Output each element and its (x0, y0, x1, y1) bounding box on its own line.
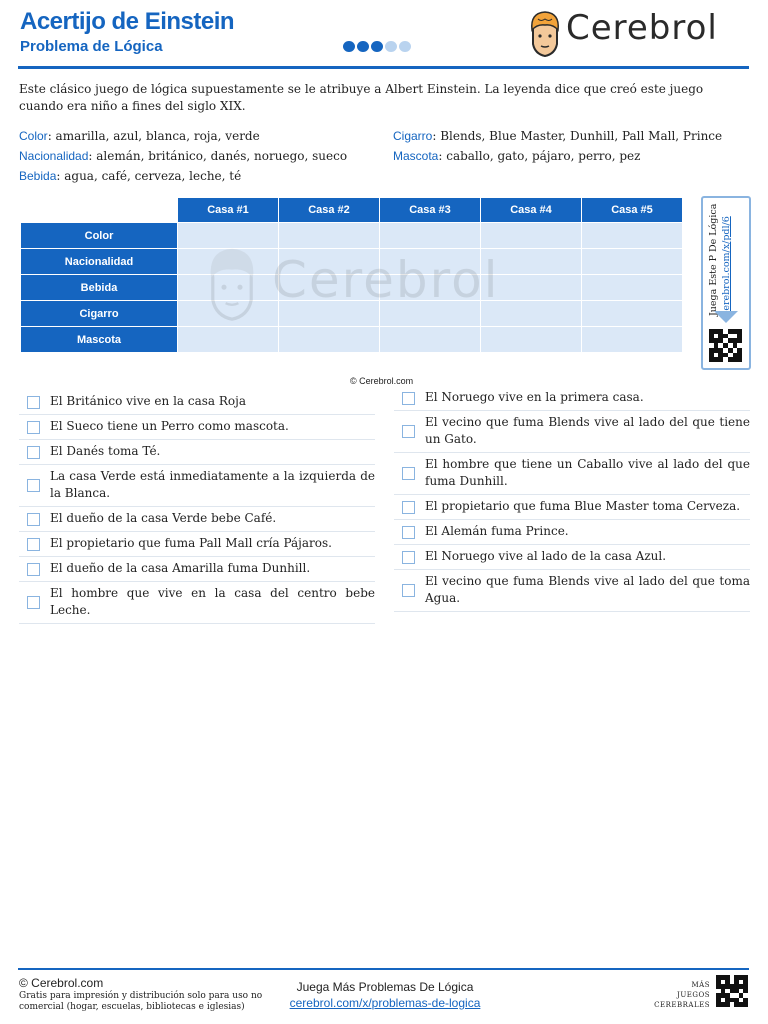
grid-cell[interactable] (380, 275, 480, 300)
attribute-column-left (19, 126, 389, 186)
footer-copyright: © Cerebrol.com (19, 976, 104, 990)
grid-cell[interactable] (582, 249, 682, 274)
footer-cta: Juega Más Problemas De Lógica (296, 980, 474, 994)
clue-checkbox[interactable] (27, 479, 40, 492)
grid-column-header: Casa #4 (481, 198, 581, 222)
clue-list-left (19, 390, 375, 624)
grid-cell[interactable] (481, 223, 581, 248)
attribute-column-right (393, 126, 753, 166)
grid-row-header: Mascota (21, 327, 177, 352)
clue-text: El propietario que fuma Pall Mall cría Pájaros. (50, 536, 332, 550)
clue-checkbox[interactable] (27, 596, 40, 609)
clue-item (394, 495, 750, 520)
grid-cell[interactable] (380, 301, 480, 326)
clue-text: El vecino que fuma Blends vive al lado del que toma Agua. (425, 574, 750, 605)
footer-qr-code-icon[interactable] (716, 975, 748, 1007)
difficulty-rating (343, 41, 411, 52)
grid-column-header: Casa #1 (178, 198, 278, 222)
clue-checkbox[interactable] (27, 421, 40, 434)
play-online-label: Juega Este P De Lógica (708, 203, 719, 316)
clue-text: El propietario que fuma Blue Master toma Cerveza. (425, 499, 741, 513)
grid-row (21, 275, 682, 300)
clue-text: El Sueco tiene un Perro como mascota. (50, 419, 289, 433)
difficulty-brain-icon (385, 41, 397, 52)
grid-cell[interactable] (481, 249, 581, 274)
clue-checkbox[interactable] (402, 467, 415, 480)
grid-column-header: Casa #2 (279, 198, 379, 222)
clue-checkbox[interactable] (27, 513, 40, 526)
more-games-label: MÁS JUEGOS CEREBRALES (654, 981, 710, 1009)
grid-row (21, 249, 682, 274)
grid-header-row (21, 198, 682, 222)
grid-column-header: Casa #3 (380, 198, 480, 222)
attribute-pet: Mascota: caballo, gato, pájaro, perro, pez (393, 149, 641, 163)
header-divider (18, 66, 749, 69)
grid-cell[interactable] (380, 327, 480, 352)
clue-text: El Británico vive en la casa Roja (50, 394, 247, 408)
grid-cell[interactable] (582, 327, 682, 352)
clue-checkbox[interactable] (27, 446, 40, 459)
clue-item (19, 465, 375, 507)
attribute-color: Color: amarilla, azul, blanca, roja, verde (19, 129, 260, 143)
solution-grid (20, 197, 683, 353)
clue-list-right (394, 386, 750, 612)
clue-text: El dueño de la casa Amarilla fuma Dunhill. (50, 561, 311, 575)
footer-divider (18, 968, 749, 970)
clue-item (19, 390, 375, 415)
clue-text: El dueño de la casa Verde bebe Café. (50, 511, 277, 525)
grid-cell[interactable] (279, 223, 379, 248)
grid-cell[interactable] (178, 223, 278, 248)
clue-item (19, 415, 375, 440)
brand-name: Cerebrol (566, 8, 718, 48)
grid-cell[interactable] (582, 223, 682, 248)
attribute-nationality: Nacionalidad: alemán, británico, danés, noruego, sueco (19, 149, 348, 163)
clue-checkbox[interactable] (27, 563, 40, 576)
grid-row-header: Cigarro (21, 301, 177, 326)
copyright-small: © Cerebrol.com (350, 376, 414, 386)
clue-item (394, 545, 750, 570)
grid-corner (21, 198, 177, 222)
clue-item (394, 386, 750, 411)
grid-cell[interactable] (481, 327, 581, 352)
difficulty-brain-icon (371, 41, 383, 52)
clue-text: El Noruego vive en la primera casa. (425, 390, 644, 404)
page-title: Acertijo de Einstein (20, 8, 235, 35)
clue-checkbox[interactable] (402, 425, 415, 438)
clue-item (394, 453, 750, 495)
clue-checkbox[interactable] (402, 584, 415, 597)
grid-cell[interactable] (178, 327, 278, 352)
difficulty-brain-icon (357, 41, 369, 52)
clue-item (19, 507, 375, 532)
grid-cell[interactable] (380, 249, 480, 274)
clue-text: El hombre que vive en la casa del centro bebe Leche. (50, 586, 375, 617)
grid-cell[interactable] (279, 249, 379, 274)
grid-row-header: Nacionalidad (21, 249, 177, 274)
clue-text: La casa Verde está inmediatamente a la izquierda de la Blanca. (50, 469, 375, 500)
brain-head-logo-icon (525, 10, 565, 58)
clue-item (19, 557, 375, 582)
clue-item (394, 520, 750, 545)
qr-code-icon[interactable] (709, 329, 742, 362)
play-online-tab[interactable] (701, 196, 751, 370)
grid-cell[interactable] (178, 249, 278, 274)
clue-text: El Noruego vive al lado de la casa Azul. (425, 549, 667, 563)
grid-row-header: Bebida (21, 275, 177, 300)
grid-row (21, 327, 682, 352)
footer-license-note: Gratis para impresión y distribución solo para uso no comercial (hogar, escuelas, bibliotecas e iglesias) (19, 991, 263, 1012)
grid-cell[interactable] (178, 275, 278, 300)
page-header (0, 0, 768, 70)
difficulty-brain-icon (399, 41, 411, 52)
grid-column-header: Casa #5 (582, 198, 682, 222)
page-subtitle: Problema de Lógica (20, 38, 163, 55)
clue-item (19, 440, 375, 465)
grid-cell[interactable] (582, 275, 682, 300)
clue-item (19, 582, 375, 624)
intro-paragraph: Este clásico juego de lógica supuestamente se le atribuye a Albert Einstein. La leyenda dice que creó este juego cuando era niño a fines del siglo XIX. (19, 82, 704, 113)
clue-text: El Danés toma Té. (50, 444, 161, 458)
grid-cell[interactable] (481, 301, 581, 326)
grid-cell[interactable] (279, 301, 379, 326)
clue-text: El Alemán fuma Prince. (425, 524, 569, 538)
grid-cell[interactable] (279, 275, 379, 300)
grid-cell[interactable] (279, 327, 379, 352)
clue-item (394, 411, 750, 453)
page-footer (0, 968, 768, 1024)
clue-text: El vecino que fuma Blends vive al lado del que tiene un Gato. (425, 415, 750, 446)
attribute-drink: Bebida: agua, café, cerveza, leche, té (19, 169, 242, 183)
clue-checkbox[interactable] (402, 551, 415, 564)
arrow-down-icon (714, 311, 738, 323)
grid-cell[interactable] (582, 301, 682, 326)
clue-checkbox[interactable] (402, 392, 415, 405)
clue-text: El hombre que tiene un Caballo vive al lado del que fuma Dunhill. (425, 457, 750, 488)
clue-checkbox[interactable] (27, 538, 40, 551)
difficulty-brain-icon (343, 41, 355, 52)
play-online-text (707, 203, 733, 316)
clue-checkbox[interactable] (402, 501, 415, 514)
clue-item (19, 532, 375, 557)
footer-link[interactable]: cerebrol.com/x/problemas-de-logica (289, 996, 481, 1010)
grid-cell[interactable] (178, 301, 278, 326)
grid-row-header: Color (21, 223, 177, 248)
grid-row (21, 223, 682, 248)
attribute-cigar: Cigarro: Blends, Blue Master, Dunhill, Pall Mall, Prince (393, 129, 723, 143)
grid-cell[interactable] (380, 223, 480, 248)
clue-checkbox[interactable] (402, 526, 415, 539)
play-online-link[interactable]: cerebrol.com/x/pdl/6 (721, 216, 732, 316)
clue-checkbox[interactable] (27, 396, 40, 409)
clue-item (394, 570, 750, 612)
grid-row (21, 301, 682, 326)
grid-cell[interactable] (481, 275, 581, 300)
